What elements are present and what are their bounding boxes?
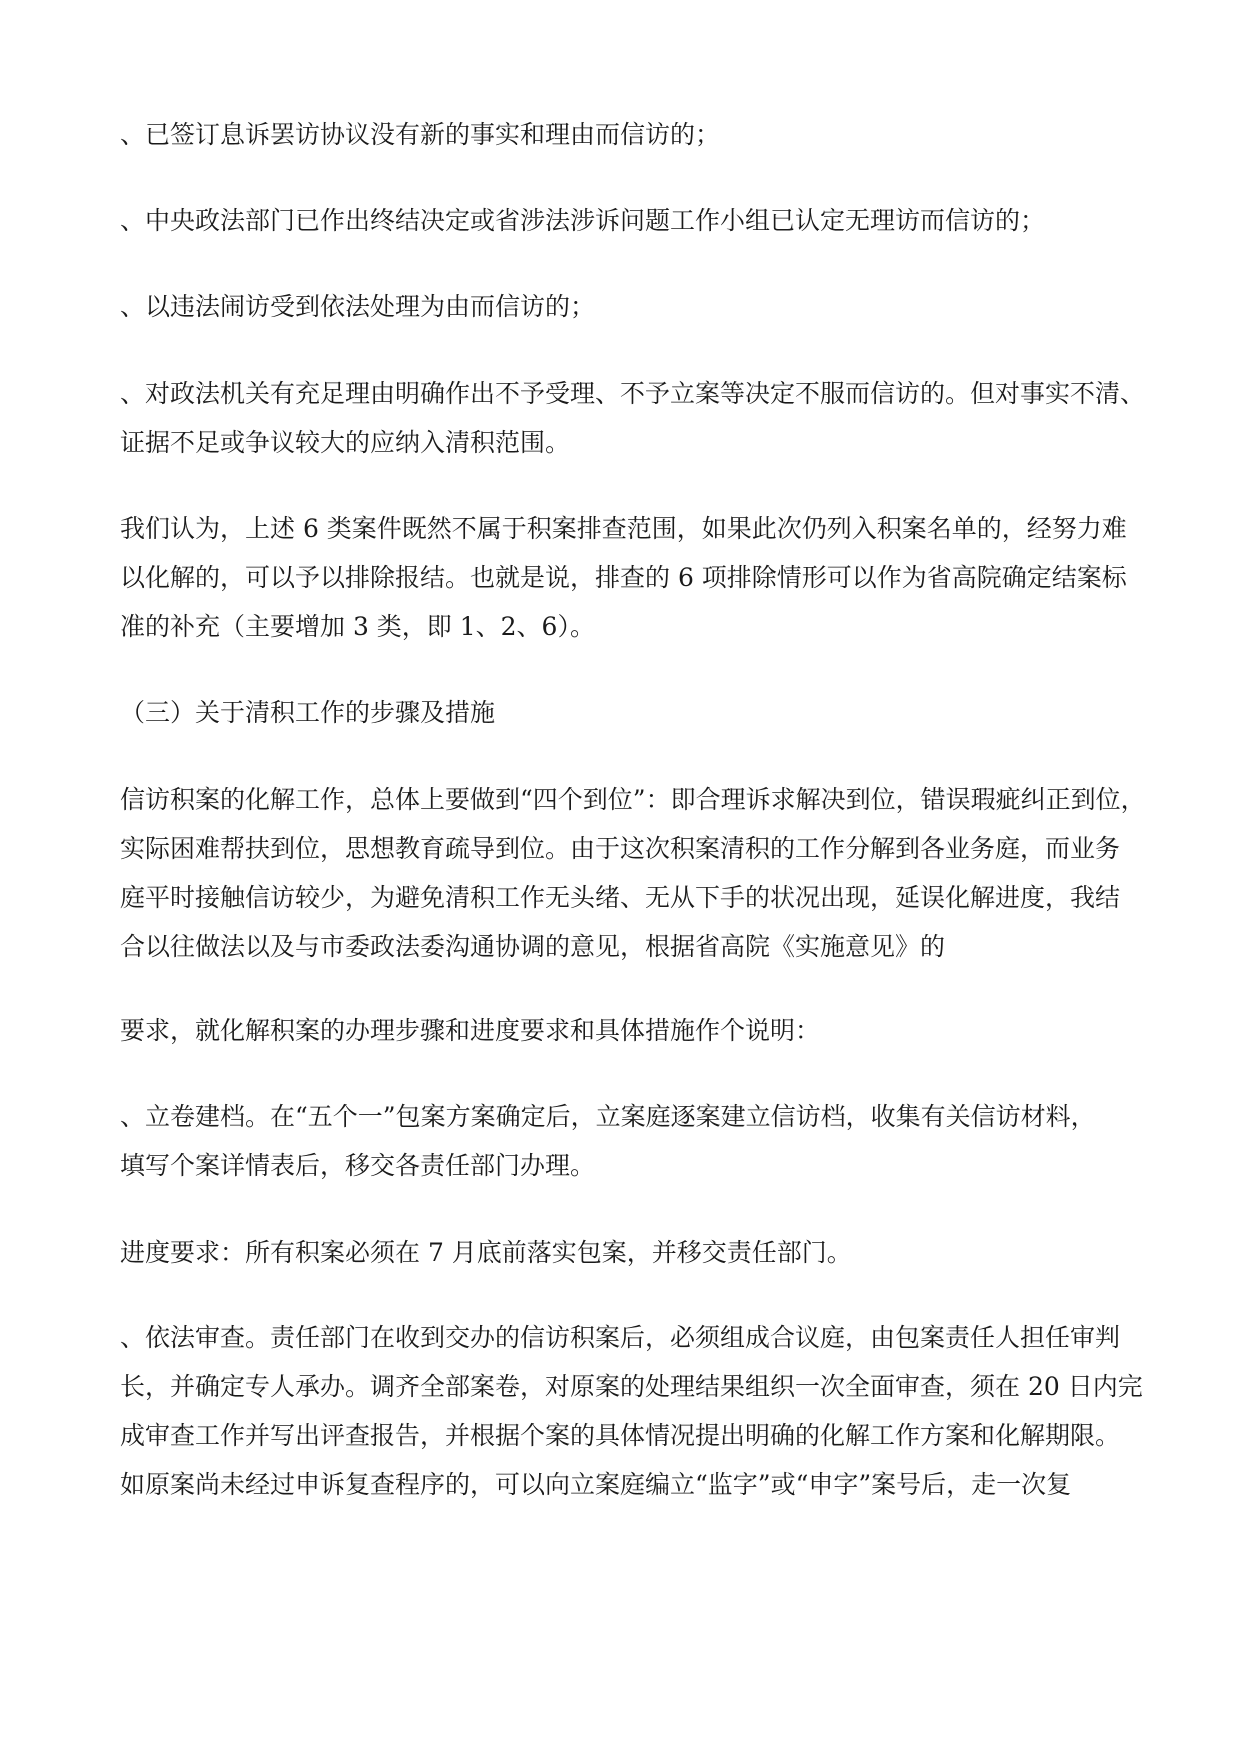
text-line: 、依法审查。责任部门在收到交办的信访积案后，必须组成合议庭，由包案责任人担任审判 — [120, 1323, 1121, 1352]
text-line: 庭平时接触信访较少，为避免清积工作无头绪、无从下手的状况出现，延误化解进度，我结 — [120, 883, 1121, 912]
paragraph-requirements — [120, 1006, 1130, 1055]
text-line: 进度要求：所有积案必须在 7 月底前落实包案，并移交责任部门。 — [120, 1238, 852, 1267]
text-line: 合以往做法以及与市委政法委沟通协调的意见，根据省高院《实施意见》的 — [120, 932, 946, 961]
text-line: 以化解的，可以予以排除报结。也就是说，排查的 6 项排除情形可以作为省高院确定结案标 — [120, 563, 1127, 592]
text-line: 、以违法闹访受到依法处理为由而信访的； — [120, 292, 596, 321]
paragraph-conclusion — [120, 504, 1130, 651]
text-line: 填写个案详情表后，移交各责任部门办理。 — [120, 1151, 596, 1180]
paragraph-step-1 — [120, 1092, 1130, 1190]
text-line: 我们认为，上述 6 类案件既然不属于积案排查范围，如果此次仍列入积案名单的，经努力难 — [120, 514, 1127, 543]
paragraph-item-4 — [120, 369, 1146, 467]
text-line: 信访积案的化解工作，总体上要做到“四个到位”：即合理诉求解决到位，错误瑕疵纠正到位， — [120, 785, 1146, 814]
section-heading — [120, 688, 1130, 737]
paragraph-overview — [120, 775, 1146, 971]
paragraph-step-2 — [120, 1313, 1143, 1509]
text-line: 证据不足或争议较大的应纳入清积范围。 — [120, 428, 571, 457]
text-line: 、立卷建档。在“五个一”包案方案确定后，立案庭逐案建立信访档，收集有关信访材料， — [120, 1102, 1096, 1131]
text-line: 如原案尚未经过申诉复查程序的，可以向立案庭编立“监字”或“申字”案号后，走一次复 — [120, 1470, 1072, 1499]
text-line: 成审查工作并写出评查报告，并根据个案的具体情况提出明确的化解工作方案和化解期限。 — [120, 1421, 1121, 1450]
text-line: 要求，就化解积案的办理步骤和进度要求和具体措施作个说明： — [120, 1016, 821, 1045]
text-line: 长，并确定专人承办。调齐全部案卷，对原案的处理结果组织一次全面审查，须在 20 日内完 — [120, 1372, 1143, 1401]
paragraph-item-2 — [120, 196, 1130, 245]
paragraph-progress — [120, 1228, 1130, 1277]
paragraph-item-1 — [120, 110, 1130, 159]
paragraph-item-3 — [120, 282, 1130, 331]
text-line: 、中央政法部门已作出终结决定或省涉法涉诉问题工作小组已认定无理访而信访的； — [120, 206, 1046, 235]
text-line: 、对政法机关有充足理由明确作出不予受理、不予立案等决定不服而信访的。但对事实不清、 — [120, 379, 1146, 408]
text-line: （三）关于清积工作的步骤及措施 — [120, 698, 496, 727]
text-line: 准的补充（主要增加 3 类，即 1、2、6）。 — [120, 612, 595, 641]
text-line: 、已签订息诉罢访协议没有新的事实和理由而信访的； — [120, 120, 721, 149]
text-line: 实际困难帮扶到位，思想教育疏导到位。由于这次积案清积的工作分解到各业务庭，而业务 — [120, 834, 1121, 863]
